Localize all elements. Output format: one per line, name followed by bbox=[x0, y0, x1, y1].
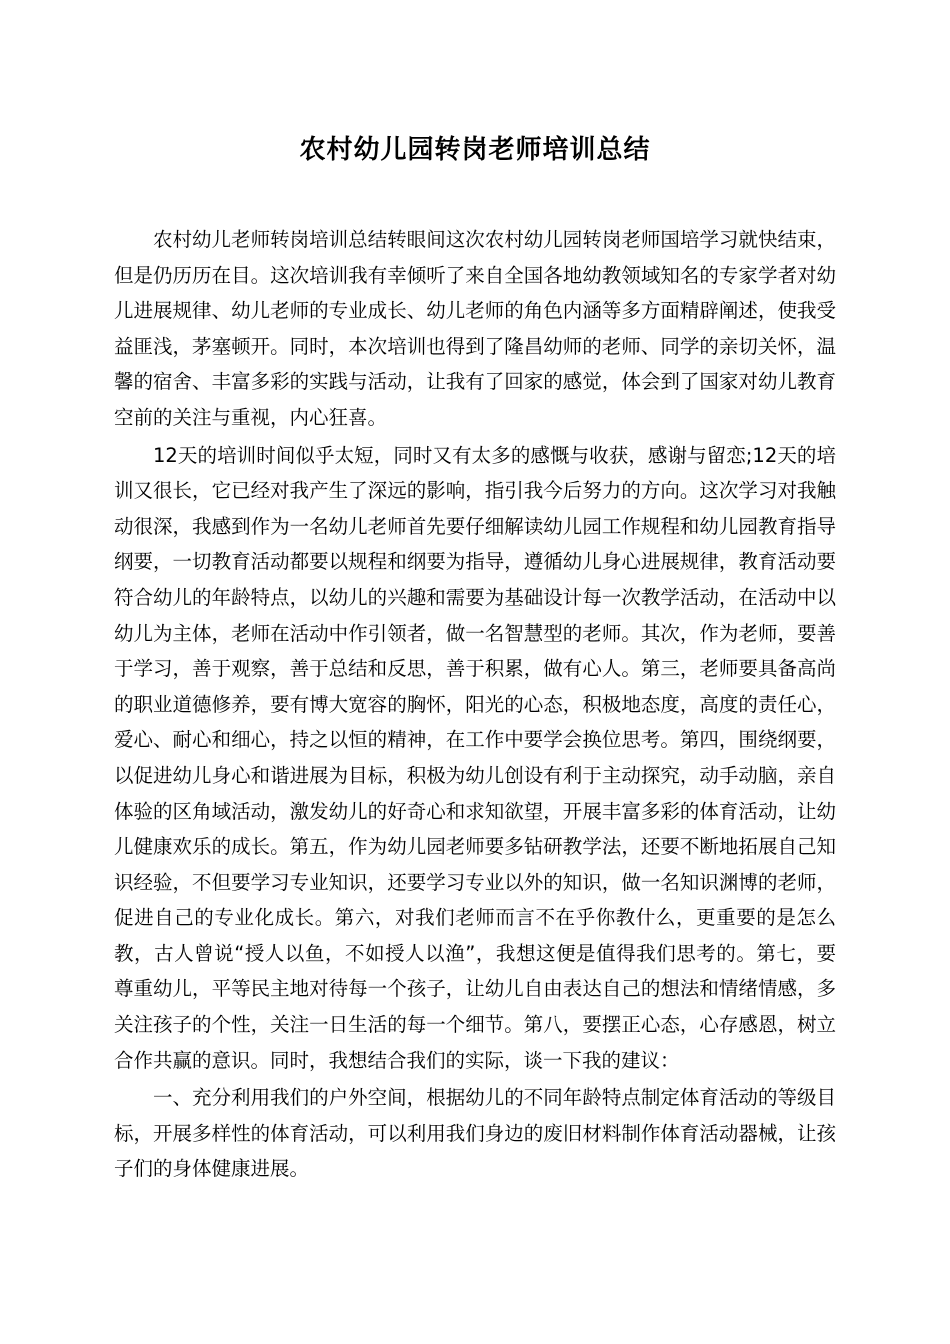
document-title: 农村幼儿园转岗老师培训总结 bbox=[299, 135, 651, 165]
paragraph-reflections: 12天的培训时间似乎太短，同时又有太多的感慨与收获，感谢与留恋;12天的培训又很长，它已经对我产生了深远的影响，指引我今后努力的方向。这次学习对我触动很深，我感到作为一名幼儿老师首先要仔细解读幼儿园工作规程和幼儿园教育指导纲要，一切教育活动都要以规程和纲要为指导，遵循幼儿身心进展规律，教育活动要符合幼儿的年龄特点，以幼儿的兴趣和需要为基础设计每一次教学活动，在活动中以幼儿为主体，老师在活动中作引领者，做一名智慧型的老师。其次，作为老师，要善于学习，善于观察，善于总结和反思，善于积累，做有心人。第三，老师要具备高尚的职业道德修养，要有博大宽容的胸怀，阳光的心态，积极地态度，高度的责任心，爱心、耐心和细心，持之以恒的精神，在工作中要学会换位思考。第四，围绕纲要，以促进幼儿身心和谐进展为目标，积极为幼儿创设有利于主动探究，动手动脑，亲自体验的区角域活动，激发幼儿的好奇心和求知欲望，开展丰富多彩的体育活动，让幼儿健康欢乐的成长。第五，作为幼儿园老师要多钻研教学法，还要不断地拓展自己知识经验，不但要学习专业知识，还要学习专业以外的知识，做一名知识渊博的老师，促进自己的专业化成长。第六，对我们老师而言不在乎你教什么，更重要的是怎么教，古人曾说“授人以鱼，不如授人以渔”，我想这便是值得我们思考的。第七，要尊重幼儿，平等民主地对待每一个孩子，让幼儿自由表达自己的想法和情绪情感，多关注孩子的个性，关注一日生活的每一个细节。第八，要摆正心态，心存感恩，树立合作共赢的意识。同时，我想结合我们的实际，谈一下我的建议： bbox=[114, 443, 836, 1072]
paragraph-intro: 农村幼儿老师转岗培训总结转眼间这次农村幼儿园转岗老师国培学习就快结束，但是仍历历在目。这次培训我有幸倾听了来自全国各地幼教领域知名的专家学者对幼儿进展规律、幼儿老师的专业成长、幼儿老师的角色内涵等多方面精辟阐述，使我受益匪浅，茅塞顿开。同时，本次培训也得到了隆昌幼师的老师、同学的亲切关怀，温馨的宿舍、丰富多彩的实践与活动，让我有了回家的感觉，体会到了国家对幼儿教育空前的关注与重视，内心狂喜。 bbox=[114, 228, 836, 429]
document-body bbox=[114, 222, 836, 1187]
paragraph-suggestion-one: 一、充分利用我们的户外空间，根据幼儿的不同年龄特点制定体育活动的等级目标，开展多样性的体育活动，可以利用我们身边的废旧材料制作体育活动器械，让孩子们的身体健康进展。 bbox=[114, 1086, 836, 1181]
